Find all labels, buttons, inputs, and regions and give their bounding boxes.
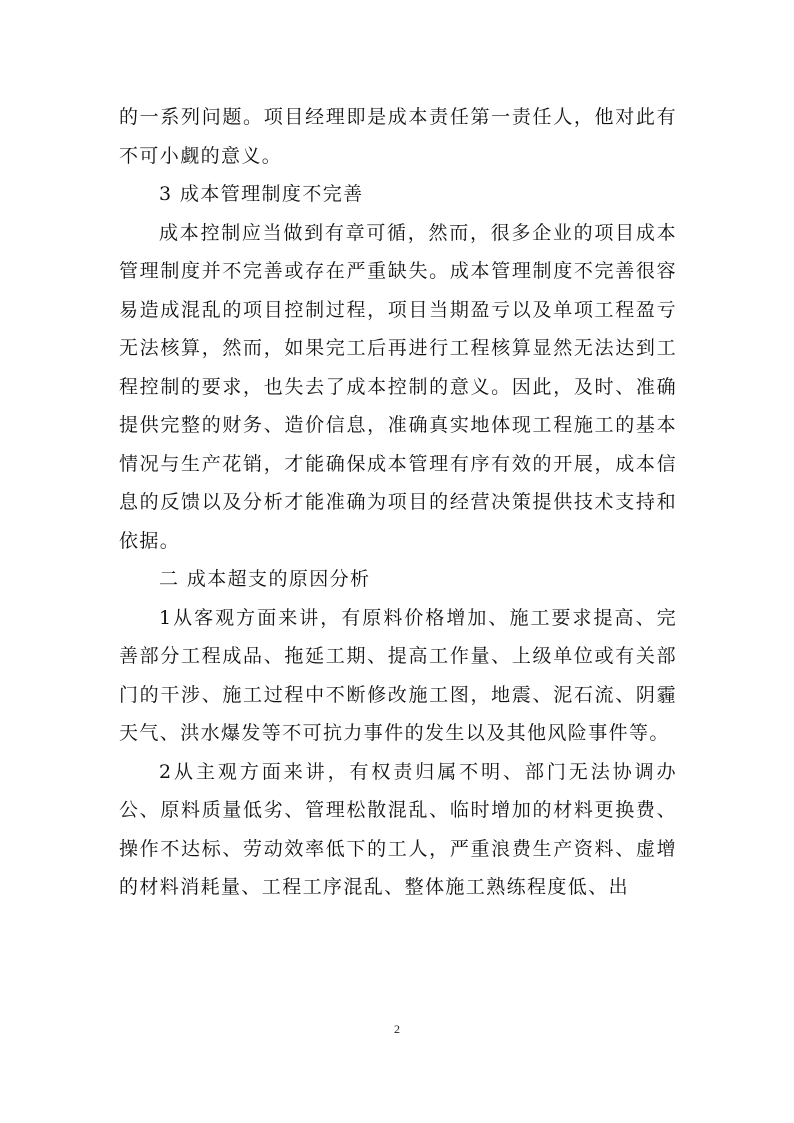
document-body — [119, 98, 677, 907]
paragraph-body: 成本控制应当做到有章可循，然而，很多企业的项目成本管理制度并不完善或存在严重缺失。成本管理制度不完善很容易造成混乱的项目控制过程，项目当期盈亏以及单项工程盈亏无法核算，然而，如果完工后再进行工程核算显然无法达到工程控制的要求，也失去了成本控制的意义。因此，及时、准确提供完整的财务、造价信息，准确真实地体现工程施工的基本情况与生产花销，才能确保成本管理有序有效的开展，成本信息的反馈以及分析才能准确为项目的经营决策提供技术支持和依据。 — [119, 221, 677, 552]
paragraph-body: 2从主观方面来讲，有权责归属不明、部门无法协调办公、原料质量低劣、管理松散混乱、临时增加的材料更换费、操作不达标、劳动效率低下的工人，严重浪费生产资料、虚增的材料消耗量、工程工序混乱、整体施工熟练程度低、出 — [119, 760, 677, 898]
page-number: 2 — [394, 1022, 400, 1036]
section-heading-3: 3 成本管理制度不完善 — [159, 183, 364, 205]
paragraph-continuation: 的一系列问题。项目经理即是成本责任第一责任人，他对此有不可小觑的意义。 — [119, 106, 677, 167]
section-heading-2: 二 成本超支的原因分析 — [159, 568, 371, 590]
paragraph-body: 1从客观方面来讲，有原料价格增加、施工要求提高、完善部分工程成品、拖延工期、提高工作量、上级单位或有关部门的干涉、施工过程中不断修改施工图，地震、泥石流、阴霾天气、洪水爆发等不可抗力事件的发生以及其他风险事件等。 — [119, 606, 677, 744]
